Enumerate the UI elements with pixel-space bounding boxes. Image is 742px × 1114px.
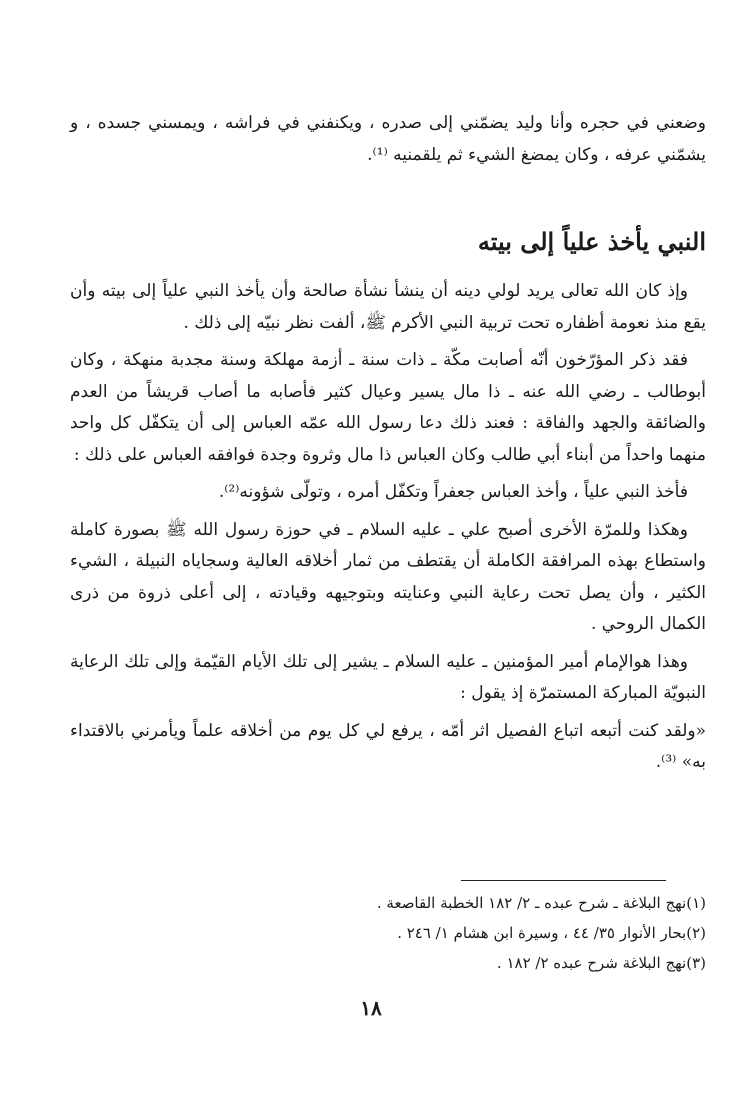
paragraph-3: فأخذ النبي علياً ، وأخذ العباس جعفراً وتكفّل أمره ، وتولّى شؤونه⁽²⁾.	[218, 482, 688, 502]
paragraph-2: فقد ذكر المؤرّخون أنّه أصابت مكّة ـ ذات سنة ـ أزمة مهلكة وسنة مجدبة منهكة ، وكان أبوطالب ـ رضي الله عنه ـ ذا مال يسير وعيال كثير فأصابه ما أصاب قريشاً من العدم والضائقة والجهد والفاقة : فعند ذلك دعا رسول الله عمّه العباس إلى أن يتكفّل كل واحد منهما واحداً من أبناء أبي طالب وكان العباس ذا مال وثروة وجدة فوافقه العباس على ذلك :	[70, 350, 706, 465]
paragraph-5: وهذا هوالإمام أمير المؤمنين ـ عليه السلام ـ يشير إلى تلك الأيام القيّمة وإلى تلك الرعاية النبويّة المباركة المستمرّة إذ يقول :	[70, 651, 706, 703]
footnotes	[70, 888, 706, 978]
paragraph-4: وهكذا وللمرّة الأخرى أصبح علي ـ عليه السلام ـ في حوزة رسول الله ﷺ بصورة كاملة واستطاع بهذه المرافقة الكاملة أن يقتطف من ثمار أخلاقه العالية وسجاياه النبيلة ، الشيء الكثير ، وأن يصل تحت رعاية النبي وعنايته وبتوجيهه وقيادته ، إلى أعلى ذروة من ذرى الكمال الروحي .	[70, 519, 706, 634]
footnote-1: (١)نهج البلاغة ـ شرح عبده ـ ٢/ ١٨٢ الخطبة القاصعة .	[376, 894, 706, 912]
quote-paragraph: «ولقد كنت أتبعه اتباع الفصيل اثر أمّه ، يرفع لي كل يوم من أخلاقه علماً ويأمرني بالاقتداء به» ⁽³⁾.	[70, 720, 706, 772]
page-number: ١٨	[360, 996, 382, 1020]
footnote-separator	[461, 880, 666, 881]
paragraph-1: وإذ كان الله تعالى يريد لولي دينه أن ينشأ نشأة صالحة وأن يأخذ النبي علياً إلى بيته وأن يقع منذ نعومة أظفاره تحت تربية النبي الأكرم ﷺ، ألفت نظر نبيّه إلى ذلك .	[70, 281, 706, 333]
intro-paragraph: وضعني في حجره وأنا وليد يضمّني إلى صدره ، ويكنفني في فراشه ، ويمسني جسده ، و يشمّني عرفه ، وكان يمضغ الشيء ثم يلقمنيه ⁽¹⁾.	[70, 113, 706, 165]
footnote-3: (٣)نهج البلاغة شرح عبده ٢/ ١٨٢ .	[496, 954, 706, 972]
section-title: النبي يأخذ علياً إلى بيته	[477, 227, 706, 256]
page-body	[70, 108, 706, 785]
footnote-2: (٢)بحار الأنوار ٣٥/ ٤٤ ، وسيرة ابن هشام ١/ ٢٤٦ .	[397, 924, 706, 942]
